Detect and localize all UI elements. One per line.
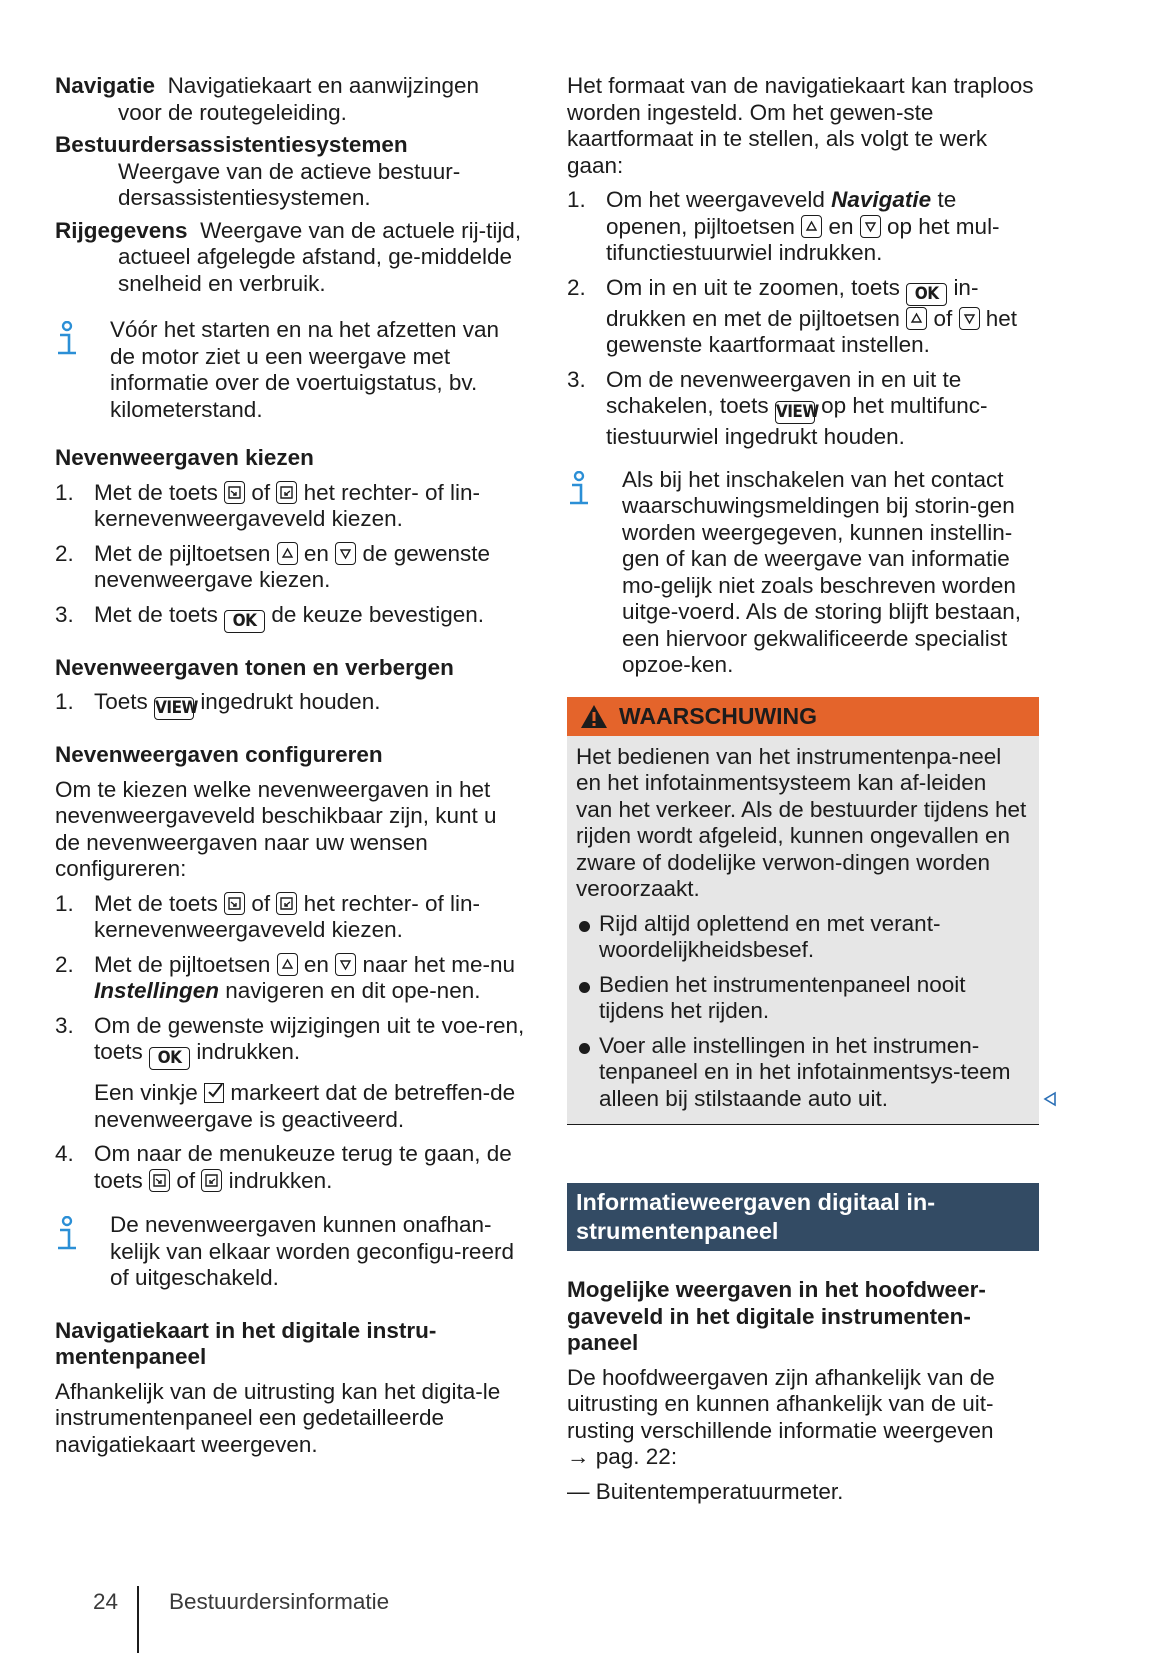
warning-bullets (576, 911, 1027, 1113)
step-text: het rechter- of lin-kernevenweergaveveld kiezen. (94, 479, 480, 531)
step-text: indrukken. (196, 1039, 301, 1064)
right-display-key-icon (276, 892, 297, 915)
dash-item: — Buitentemperatuurmeter. (567, 1478, 844, 1504)
warning-box (567, 697, 1039, 1126)
step-text: ingedrukt houden. (200, 689, 381, 714)
warning-title: WAARSCHUWING (619, 702, 818, 729)
warning-text: Het bedienen van het instrumentenpa-neel en het infotainmentsysteem kan af-leiden van het verkeer. Als de bestuurder tijdens het rijden wordt afgeleid, kunnen ongevallen en zware of dodelijke verwon-dingen worden veroorzaakt. (576, 743, 1027, 901)
end-triangle-icon (1043, 1091, 1057, 1107)
step-item (55, 480, 527, 533)
right-intro: Het formaat van de navigatiekaart kan traploos worden ingesteld. Om het gewen-ste kaartformaat in te stellen, als volgt te werk gaan: (567, 73, 1034, 178)
step-text: Om de gewenste wijzigingen uit te voe-ren, toets (94, 1012, 525, 1064)
heading-tonen-verbergen: Nevenweergaven tonen en verbergen (55, 654, 454, 680)
step-item (567, 367, 1039, 451)
definition-text: Weergave van de actuele rij-tijd, actueel afgelegde afstand, ge-middelde snelheid en verbruik. (118, 217, 522, 296)
definition-text (55, 159, 527, 212)
sub-text-body: De hoofdweergaven zijn afhankelijk van de uitrusting en kunnen afhankelijk van de uit-rusting verschillende informatie weergeven (567, 1364, 995, 1443)
navkaart-text: Afhankelijk van de uitrusting kan het digita-le instrumentenpaneel een gedetailleerde navigatiekaart weergeven. (55, 1378, 501, 1457)
step-text: de keuze bevestigen. (271, 601, 485, 627)
step-extra (94, 1080, 527, 1133)
step-number: 1. (55, 890, 74, 916)
info-note-text: De nevenweergaven kunnen onafhan-kelijk van elkaar worden geconfigu-reerd of uitgeschakeld. (110, 1212, 514, 1290)
page-number: 24 (93, 1589, 119, 1614)
step-text: of (251, 890, 271, 916)
step-number: 2. (55, 951, 74, 977)
step-item (55, 891, 527, 944)
step-text: op het multifunc-tiestuurwiel ingedrukt houden. (606, 393, 988, 449)
arrow-up-key-icon (801, 215, 822, 238)
step-text: het gewenste kaartformaat instellen. (606, 305, 1018, 357)
step-text: Met de toets (94, 479, 218, 505)
definition-rijgegevens (55, 218, 527, 298)
step-number: 4. (55, 1141, 74, 1166)
step-number: 3. (55, 601, 74, 627)
step-text: Om naar de menukeuze terug te gaan, de toets (94, 1141, 512, 1193)
arrow-down-key-icon (335, 953, 356, 976)
step-number: 1. (567, 187, 586, 212)
step-item (55, 1013, 527, 1134)
ok-key-icon: OK (224, 610, 265, 633)
definition-navigatie (55, 73, 527, 126)
warning-bullet: Rijd altijd oplettend en met verant-woordelijkheidsbesef. (576, 911, 1027, 964)
step-text: het rechter- of lin-kernevenweergaveveld kiezen. (94, 890, 480, 942)
menu-name-instellingen: Instellingen (94, 978, 220, 1003)
step-text: en (303, 951, 329, 977)
view-key-icon: VIEW (155, 698, 198, 718)
step-number: 2. (567, 274, 586, 300)
heading-navigatiekaart: Navigatiekaart in het digitale instru-mentenpaneel (55, 1317, 437, 1369)
step-text: of (251, 479, 271, 505)
step-text: indrukken. (228, 1167, 333, 1193)
info-note-text: Vóór het starten en na het afzetten van de motor ziet u een weergave met informatie over de voertuigstatus, bv. kilometerstand. (110, 317, 500, 422)
step-number: 3. (55, 1012, 74, 1038)
menu-name-navigatie: Navigatie (831, 187, 932, 212)
warning-bullet: Bedien het instrumentenpaneel nooit tijdens het rijden. (576, 972, 1027, 1025)
ok-key-icon: OK (149, 1047, 190, 1070)
info-icon (55, 1216, 79, 1252)
term-navigatie: Navigatie (55, 73, 156, 98)
steps-kiezen (55, 480, 527, 633)
steps-navigatie (567, 187, 1039, 451)
definition-text: Navigatiekaart en aanwijzingen voor de routegeleiding. (118, 73, 480, 125)
info-note-2 (55, 1212, 527, 1292)
step-text: en (303, 540, 329, 566)
step-text: Met de toets (94, 890, 218, 916)
step-text: of (933, 305, 953, 331)
step-item (55, 952, 527, 1005)
step-text: naar het me-nu (362, 951, 516, 977)
page-reference-link[interactable]: → pag. 22: (567, 1444, 678, 1469)
term-rijgegevens: Rijgegevens (55, 217, 188, 243)
heading-configureren: Nevenweergaven configureren (55, 742, 383, 767)
step-text: Om het weergaveveld (606, 187, 825, 212)
step-text: Met de pijltoetsen (94, 540, 271, 566)
definition-bestuurdersassistentie (55, 132, 527, 212)
arrow-down-key-icon (335, 542, 356, 565)
step-number: 1. (55, 689, 74, 714)
steps-tonen (55, 689, 527, 720)
footer-divider (137, 1586, 139, 1653)
config-intro: Om te kiezen welke nevenweergaven in het nevenweergaveveld beschikbaar zijn, kunt u de nevenweergaven naar uw wensen configureren: (55, 776, 497, 881)
step-text: Met de toets (94, 601, 218, 627)
info-icon (567, 471, 591, 507)
right-display-key-icon (201, 1169, 222, 1192)
view-key-icon: VIEW (775, 402, 819, 422)
ok-key-icon: OK (906, 283, 947, 306)
arrow-down-key-icon (860, 215, 881, 238)
left-display-key-icon (224, 481, 245, 504)
sub-heading-hoofdweergaven: Mogelijke weergaven in het hoofdweer-gaveveld in het digitale instrumenten-paneel (567, 1277, 986, 1355)
info-icon (55, 321, 79, 357)
info-note-text: Als bij het inschakelen van het contact waarschuwingsmeldingen bij storin-gen worden weergegeven, kunnen instellin-gen of kan de weergave van informatie mo-gelijk niet zoals beschreven worden uitge-voerd. Als de storing blijft bestaan, een hiervoor gekwalificeerde specialist opzoe-ken. (622, 466, 1021, 677)
heading-nevenweergaven-kiezen: Nevenweergaven kiezen (55, 445, 314, 470)
step-text: Om in en uit te zoomen, toets (606, 274, 900, 300)
step-item (567, 275, 1039, 359)
steps-configureren (55, 891, 527, 1195)
left-display-key-icon (224, 892, 245, 915)
section-title-bar: Informatieweergaven digitaal in-strumentenpaneel (567, 1183, 1039, 1251)
arrow-up-key-icon (277, 953, 298, 976)
step-text: en (828, 213, 854, 239)
right-column (567, 73, 1039, 1505)
footer-chapter-title: Bestuurdersinformatie (169, 1589, 390, 1614)
definition-text-line: dersassistentiesystemen. (118, 185, 371, 210)
step-number: 3. (567, 366, 586, 392)
sub-text (567, 1365, 1039, 1471)
arrow-up-key-icon (277, 542, 298, 565)
arrow-down-key-icon (959, 307, 980, 330)
info-note-3 (567, 467, 1039, 679)
step-item (55, 1141, 527, 1194)
step-text: markeert dat de betreffen-de nevenweergave is geactiveerd. (94, 1080, 516, 1132)
step-text: Een vinkje (94, 1080, 198, 1105)
warning-body (567, 736, 1039, 1125)
step-item (55, 541, 527, 594)
left-display-key-icon (149, 1169, 170, 1192)
step-item (55, 689, 527, 720)
step-text: Om de nevenweergaven in en uit te schakelen, toets (606, 366, 962, 418)
warning-bullet: Voer alle instellingen in het instrumen-tenpaneel en in het infotainmentsys-teem alleen bij stilstaande auto uit. (576, 1033, 1027, 1113)
arrow-up-key-icon (906, 307, 927, 330)
step-text: de gewenste nevenweergave kiezen. (94, 540, 491, 592)
left-column (55, 73, 527, 1466)
term-bestuurdersassistentie: Bestuurdersassistentiesystemen (55, 132, 408, 157)
step-text: navigeren en dit ope-nen. (225, 978, 481, 1003)
warning-triangle-icon (579, 703, 609, 730)
step-text: of (176, 1167, 196, 1193)
step-text: op het mul-tifunctiestuurwiel indrukken. (606, 213, 1000, 265)
step-text: Met de pijltoetsen (94, 951, 271, 977)
step-text: in-drukken en met de pijltoetsen (606, 274, 979, 331)
step-text: te openen, pijltoetsen (606, 187, 957, 239)
info-note-1 (55, 317, 527, 423)
step-item (55, 602, 527, 633)
step-number: 1. (55, 479, 74, 505)
step-item (567, 187, 1039, 267)
definition-text-line: Weergave van de actieve bestuur- (118, 158, 461, 184)
right-display-key-icon (276, 481, 297, 504)
step-number: 2. (55, 540, 74, 566)
checkmark-icon (204, 1083, 224, 1103)
step-text: Toets (94, 689, 148, 714)
warning-header (567, 697, 1039, 736)
